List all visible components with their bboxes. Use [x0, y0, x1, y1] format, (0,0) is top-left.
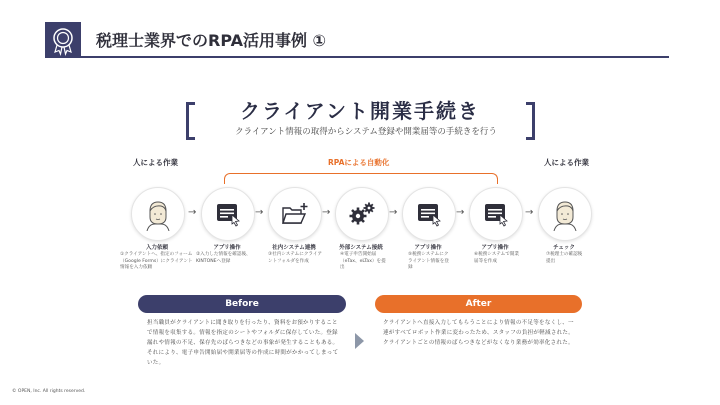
step-3-title: 社内システム連携 — [272, 245, 316, 251]
step-5-desc: ⑤税務システムにクライアント情報を登録 — [408, 252, 449, 271]
step-4-circle — [335, 187, 389, 241]
step-4-title: 外部システム接続 — [339, 245, 383, 251]
chevron-right-icon — [355, 333, 364, 349]
before-badge: Before — [138, 295, 346, 313]
step-6-title: アプリ操作 — [481, 245, 509, 251]
header-underline — [81, 56, 669, 58]
step-1-title: 入力依頼 — [145, 245, 168, 251]
arrow-icon: → — [456, 207, 465, 218]
gears-icon — [347, 201, 377, 227]
step-5-circle — [402, 187, 456, 241]
app-window-icon — [416, 201, 442, 227]
after-badge: After — [375, 295, 582, 313]
human-work-label-right: 人による作業 — [544, 158, 589, 167]
step-1-desc: ①クライアントへ、指定のフォーム（Google Forms）にクライアント情報を入力依頼 — [120, 252, 193, 271]
human-work-label-left: 人による作業 — [133, 158, 178, 167]
step-6-circle — [469, 187, 523, 241]
copyright-footer: © OPEN, Inc. All rights reserved. — [12, 389, 86, 394]
step-7-circle — [538, 187, 592, 241]
step-3-circle — [268, 187, 322, 241]
person-icon — [548, 197, 582, 231]
rpa-brace — [224, 173, 498, 184]
step-7-title: チェック — [553, 245, 575, 251]
step-5-title: アプリ操作 — [414, 245, 442, 251]
step-1-circle — [131, 187, 185, 241]
step-4-desc: ④電子申告開始届（eTax、eLTax）を提出 — [340, 252, 386, 271]
main-subtitle: クライアント情報の取得からシステム登録や開業届等の手続きを行う — [235, 127, 497, 137]
before-text: 担当職員がクライアントに聞き取りを行ったり、資料をお預かりすることで情報を収集する。情報を指定のシートやフォルダに保存していた。登録漏れや情報の不足、保存先のばらつきなどの事象が発生することもある。それにより、電子申告開始届や開業届等の作成に時間がかかってしまっていた。 — [147, 320, 339, 366]
step-7-desc: ⑦税理士の確認後提出 — [546, 252, 583, 264]
slide-header — [0, 0, 720, 60]
arrow-icon: → — [255, 207, 264, 218]
arrow-icon: → — [322, 207, 331, 218]
app-window-icon — [483, 201, 509, 227]
step-2-circle — [201, 187, 255, 241]
folder-add-icon — [281, 201, 309, 227]
arrow-icon: → — [188, 207, 197, 218]
person-icon — [141, 197, 175, 231]
rpa-automation-label: RPAによる自動化 — [328, 158, 390, 167]
page-title: 税理士業界でのRPA活用事例 ① — [96, 31, 327, 50]
step-2-title: アプリ操作 — [213, 245, 241, 251]
arrow-icon: → — [525, 207, 534, 218]
award-badge-icon — [45, 22, 81, 58]
app-window-icon — [215, 201, 241, 227]
main-title: クライアント開業手続き — [240, 99, 480, 123]
step-3-desc: ③社内システムにクライアントフォルダを作成 — [268, 252, 322, 264]
step-2-desc: ②入力した情報を確認後、KINTONEへ登録 — [196, 252, 251, 264]
arrow-icon: → — [389, 207, 398, 218]
step-6-desc: ⑥税務システムで開業届等を作成 — [474, 252, 520, 264]
after-text: クライアントへ直接入力してもらうことにより情報の不足等をなくし、一連がすべてロボット作業に変わったため、スタッフの負担が軽減された。クライアントごとの情報のばらつきなどがなくなり業務が効率化された。 — [383, 320, 575, 346]
